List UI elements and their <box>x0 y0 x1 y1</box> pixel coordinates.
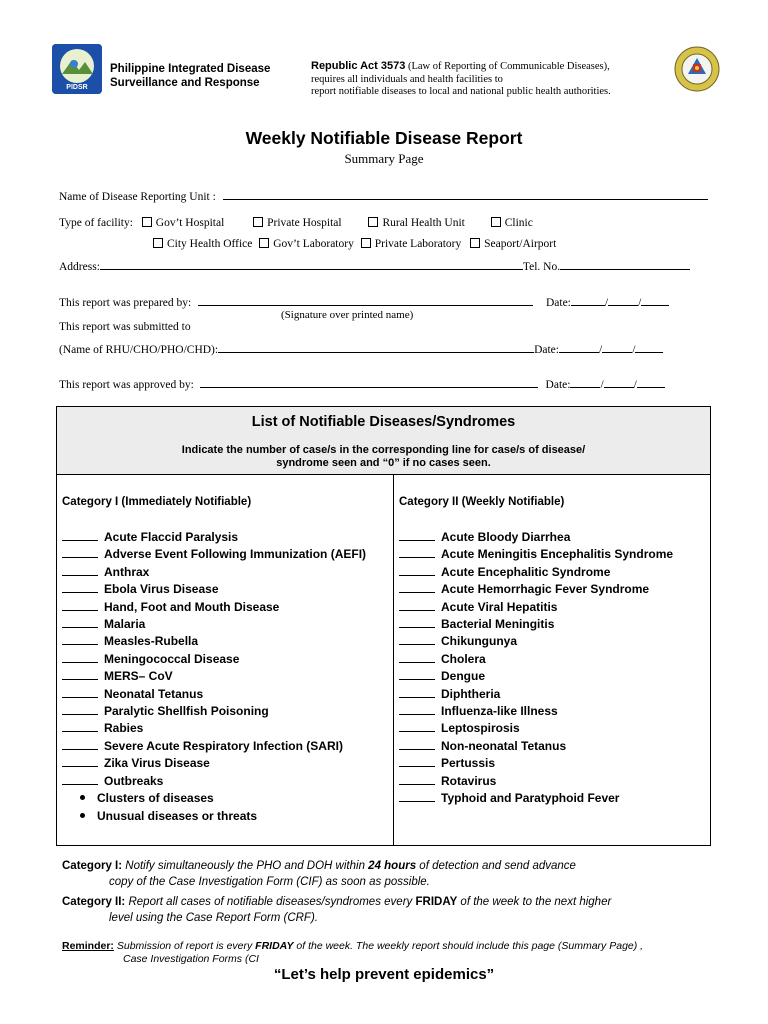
org-name-line2: Surveillance and Response <box>110 77 260 89</box>
submitted-to-label: (Name of RHU/CHO/PHO/CHD): <box>59 344 219 356</box>
facility-option-clinic[interactable]: Clinic <box>491 217 533 229</box>
disease-name: Malaria <box>104 617 146 632</box>
outbreak-bullet <box>62 808 366 825</box>
case-count-blank[interactable] <box>62 633 98 645</box>
facility-option-seaport[interactable]: Seaport/Airport <box>470 238 556 250</box>
case-count-blank[interactable] <box>62 564 98 576</box>
disease-name: Rotavirus <box>441 773 497 788</box>
disease-list-title: List of Notifiable Diseases/Syndromes <box>251 414 516 430</box>
disease-list-table <box>56 406 711 846</box>
date-label: Date: <box>534 344 559 356</box>
case-count-blank[interactable] <box>399 564 435 576</box>
disease-row <box>62 546 366 563</box>
disease-name: Acute Bloody Diarrhea <box>441 530 571 544</box>
case-count-blank[interactable] <box>399 546 435 558</box>
checkbox[interactable] <box>368 217 378 227</box>
disease-name: Zika Virus Disease <box>104 756 210 771</box>
disease-row <box>399 773 673 790</box>
facility-option-govt-hospital[interactable]: Gov’t Hospital <box>142 217 224 229</box>
outbreak-type: Clusters of diseases <box>97 791 214 806</box>
ra-title: Republic Act 3573 <box>311 60 406 72</box>
case-count-blank[interactable] <box>399 633 435 645</box>
disease-row <box>62 529 366 546</box>
disease-row <box>62 668 366 685</box>
disease-row <box>399 720 673 737</box>
disease-name: Adverse Event Following Immunization (AEFI) <box>104 547 367 562</box>
disease-name: Non-neonatal Tetanus <box>441 738 567 753</box>
date-year-field[interactable] <box>635 342 663 353</box>
disease-name: Paralytic Shellfish Poisoning <box>104 704 269 719</box>
reporting-unit-row <box>59 189 708 203</box>
ra-line3: report notifiable diseases to local and national public health authorities. <box>311 86 611 97</box>
address-field[interactable] <box>100 259 523 270</box>
disease-name: Acute Viral Hepatitis <box>441 599 558 614</box>
date-day-field[interactable] <box>602 342 632 353</box>
facility-label: Type of facility: <box>59 217 133 229</box>
case-count-blank[interactable] <box>62 581 98 593</box>
case-count-blank[interactable] <box>399 686 435 698</box>
disease-name: Cholera <box>441 651 486 666</box>
category2-title: Category II (Weekly Notifiable) <box>399 496 565 508</box>
disease-row <box>62 738 366 755</box>
facility-option-rhu[interactable]: Rural Health Unit <box>368 217 464 229</box>
case-count-blank[interactable] <box>399 651 435 663</box>
disease-row <box>399 686 673 703</box>
disease-name: Rabies <box>104 721 144 736</box>
bullet-icon <box>80 795 85 800</box>
disease-list-instruction: Indicate the number of case/s in the corresponding line for case/s of disease/ syndrome seen and “0” if no cases seen. <box>181 444 586 469</box>
report-title: Weekly Notifiable Disease Report <box>245 128 523 148</box>
reporting-unit-field[interactable] <box>223 189 708 200</box>
checkbox[interactable] <box>153 238 163 248</box>
disease-name: Acute Hemorrhagic Fever Syndrome <box>441 582 650 597</box>
checkbox[interactable] <box>361 238 371 248</box>
disease-row <box>62 755 366 772</box>
facility-type-row1 <box>59 217 533 229</box>
case-count-blank[interactable] <box>399 703 435 715</box>
case-count-blank[interactable] <box>399 720 435 732</box>
disease-row <box>399 564 673 581</box>
disease-name: Typhoid and Paratyphoid Fever <box>441 791 620 806</box>
case-count-blank[interactable] <box>62 720 98 732</box>
disease-name: Ebola Virus Disease <box>104 582 219 597</box>
disease-name: Acute Meningitis Encephalitis Syndrome <box>441 547 674 562</box>
category2-note: Category II: Report all cases of notifiable diseases/syndromes every FRIDAY of the week to the next higher level using the Case Report Form (CRF). <box>62 896 612 924</box>
approved-label: This report was approved by: <box>59 379 194 391</box>
disease-row <box>399 546 673 563</box>
disease-row <box>399 755 673 772</box>
slogan: “Let’s help prevent epidemics” <box>273 966 495 983</box>
case-count-blank[interactable] <box>62 703 98 715</box>
disease-row <box>399 651 673 668</box>
case-count-blank[interactable] <box>62 686 98 698</box>
tel-label: Tel. No. <box>522 261 561 273</box>
facility-option-private-lab[interactable]: Private Laboratory <box>361 238 462 250</box>
disease-name: MERS– CoV <box>104 669 173 684</box>
submitted-label: This report was submitted to <box>59 321 191 333</box>
outbreak-bullet <box>62 790 366 807</box>
case-count-blank[interactable] <box>399 738 435 750</box>
disease-row <box>399 633 673 650</box>
bullet-icon <box>80 813 85 818</box>
disease-row <box>62 703 366 720</box>
case-count-blank[interactable] <box>62 546 98 558</box>
reminder-note: Reminder: Submission of report is every FRIDAY of the week. The weekly report should include this page (Summary Page) , Case Investigation Forms (CI <box>62 940 644 965</box>
disease-name: Meningococcal Disease <box>104 651 240 666</box>
case-count-blank[interactable] <box>399 599 435 611</box>
case-count-blank[interactable] <box>62 668 98 680</box>
disease-name: Chikungunya <box>441 634 518 649</box>
republic-act-notice <box>311 60 671 99</box>
disease-name: Pertussis <box>441 756 496 771</box>
case-count-blank[interactable] <box>399 790 435 802</box>
disease-row <box>399 738 673 755</box>
submitted-to-row: (Name of RHU/CHO/PHO/CHD): Date: / / <box>59 342 663 356</box>
case-count-blank[interactable] <box>399 773 435 785</box>
disease-row <box>399 703 673 720</box>
disease-row <box>62 581 366 598</box>
date-year-field[interactable] <box>641 295 669 306</box>
disease-name: Acute Flaccid Paralysis <box>104 530 239 544</box>
date-year-field[interactable] <box>637 377 665 388</box>
logo-text: PIDSR <box>66 84 88 91</box>
disease-name: Anthrax <box>104 564 150 579</box>
disease-name: Dengue <box>441 669 486 684</box>
checkbox[interactable] <box>470 238 480 248</box>
cat2-note-label: Category II: <box>62 896 126 908</box>
disease-row <box>62 686 366 703</box>
case-count-blank[interactable] <box>62 755 98 767</box>
pidsr-logo <box>52 44 102 94</box>
facility-option-cho[interactable]: City Health Office <box>153 238 252 250</box>
case-count-blank[interactable] <box>62 738 98 750</box>
disease-row <box>62 651 366 668</box>
case-count-blank[interactable] <box>62 599 98 611</box>
disease-name: Bacterial Meningitis <box>441 617 555 632</box>
checkbox[interactable] <box>142 217 152 227</box>
disease-name: Diphtheria <box>441 686 501 701</box>
date-day-field[interactable] <box>608 295 638 306</box>
disease-row <box>62 599 366 616</box>
checkbox[interactable] <box>491 217 501 227</box>
disease-name: Hand, Foot and Mouth Disease <box>104 599 280 614</box>
case-count-blank[interactable] <box>399 581 435 593</box>
tel-field[interactable] <box>560 259 690 270</box>
disease-name: Leptospirosis <box>441 721 520 736</box>
report-subtitle: Summary Page <box>344 151 424 166</box>
cat1-note-label: Category I: <box>62 860 123 872</box>
date-month-field[interactable] <box>559 342 599 353</box>
facility-option-private-hospital[interactable]: Private Hospital <box>253 217 341 229</box>
date-month-field[interactable] <box>571 295 605 306</box>
case-count-blank[interactable] <box>62 529 98 541</box>
outbreak-type: Unusual diseases or threats <box>97 808 258 823</box>
approved-by-field[interactable] <box>200 377 538 388</box>
case-count-blank[interactable] <box>62 773 98 785</box>
doh-seal <box>674 46 720 92</box>
disease-list-header <box>57 407 710 475</box>
disease-row <box>62 616 366 633</box>
reminder-label: Reminder: <box>62 940 114 952</box>
ra-paren: (Law of Reporting of Communicable Diseases), <box>405 61 610 72</box>
disease-row <box>399 529 673 546</box>
disease-name: Acute Encephalitic Syndrome <box>441 564 611 579</box>
disease-row <box>399 581 673 598</box>
unit-label: Name of Disease Reporting Unit : <box>59 191 216 203</box>
case-count-blank[interactable] <box>399 529 435 541</box>
category1-list <box>62 529 366 825</box>
disease-row <box>62 564 366 581</box>
case-count-blank[interactable] <box>399 668 435 680</box>
case-count-blank[interactable] <box>399 755 435 767</box>
disease-name: Outbreaks <box>104 773 164 788</box>
disease-row <box>62 633 366 650</box>
address-label: Address: <box>59 261 100 273</box>
checkbox[interactable] <box>253 217 263 227</box>
date-month-field[interactable] <box>570 377 600 388</box>
submitted-to-field[interactable] <box>218 342 534 353</box>
facility-type-row2 <box>153 238 556 250</box>
approved-by-row: This report was approved by: Date: / / <box>59 377 665 391</box>
prepared-by-field[interactable] <box>198 295 533 306</box>
signature-note: (Signature over printed name) <box>281 309 414 321</box>
disease-row <box>399 790 673 807</box>
disease-row <box>399 668 673 685</box>
ra-line2: requires all individuals and health facilities to <box>311 73 503 85</box>
disease-row <box>399 599 673 616</box>
date-day-field[interactable] <box>604 377 634 388</box>
org-name-line1: Philippine Integrated Disease <box>110 63 271 75</box>
disease-name: Measles-Rubella <box>104 634 199 649</box>
case-count-blank[interactable] <box>62 651 98 663</box>
prepared-label: This report was prepared by: <box>59 297 192 309</box>
disease-row <box>399 616 673 633</box>
case-count-blank[interactable] <box>399 616 435 628</box>
category1-title: Category I (Immediately Notifiable) <box>62 496 252 508</box>
case-count-blank[interactable] <box>62 616 98 628</box>
disease-row <box>62 720 366 737</box>
category1-note: Category I: Notify simultaneously the PHO and DOH within 24 hours of detection and send advance copy of the Case Investigation Form (CIF) as soon as possible. <box>62 860 576 888</box>
address-row <box>59 259 690 273</box>
checkbox[interactable] <box>259 238 269 248</box>
disease-name: Influenza-like Illness <box>441 704 558 719</box>
date-label: Date: <box>545 379 571 391</box>
disease-row <box>62 773 366 790</box>
disease-name: Severe Acute Respiratory Infection (SARI) <box>104 738 343 753</box>
date-label: Date: <box>545 297 571 309</box>
category2-list <box>399 529 673 808</box>
facility-option-govt-lab[interactable]: Gov’t Laboratory <box>259 238 354 250</box>
prepared-by-row: This report was prepared by: Date: / / <box>59 295 669 309</box>
disease-name: Neonatal Tetanus <box>104 686 204 701</box>
organization-name <box>110 62 270 90</box>
column-divider <box>393 474 394 846</box>
